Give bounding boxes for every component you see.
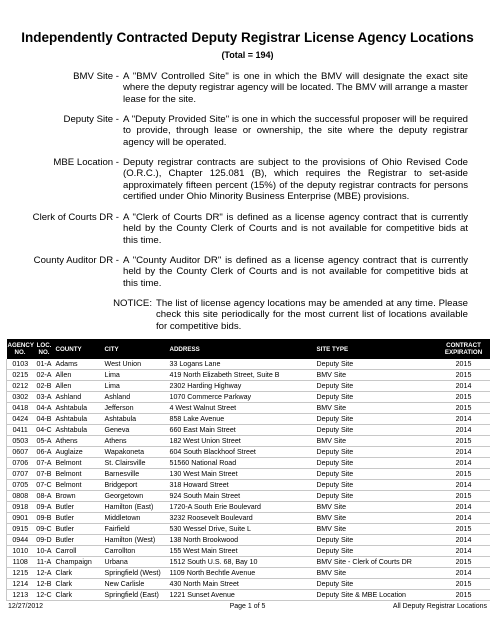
county-cell: Belmont	[55, 480, 104, 491]
expiration-cell: 2014	[438, 425, 490, 436]
expiration-cell: 2015	[438, 590, 490, 601]
city-cell: Hamilton (West)	[104, 535, 169, 546]
expiration-cell: 2014	[438, 546, 490, 557]
expiration-cell: 2014	[438, 535, 490, 546]
expiration-cell: 2014	[438, 414, 490, 425]
loc-no-cell: 11-A	[34, 557, 55, 568]
definition-term: NOTICE:	[113, 298, 152, 309]
agency-no-cell: 0212	[7, 381, 34, 392]
loc-no-cell: 01-A	[34, 359, 55, 370]
loc-no-cell: 05-A	[34, 436, 55, 447]
expiration-cell: 2014	[438, 568, 490, 579]
site-type-cell: Deputy Site	[316, 579, 438, 590]
loc-no-cell: 10-A	[34, 546, 55, 557]
county-cell: Belmont	[55, 469, 104, 480]
city-cell: Georgetown	[104, 491, 169, 502]
site-type-cell: BMV Site	[316, 524, 438, 535]
address-cell: 530 Wessel Drive, Suite L	[169, 524, 316, 535]
definition-text: Deputy registrar contracts are subject to the provisions of Ohio Revised Code (O.R.C.), Chapter 125.081 (B), which requires the Registrar to set-aside approximately fifteen percent (15%) of the deputy registrar contracts for persons certified under Ohio Minority Business Enterprise (MBE) provisions.	[123, 157, 468, 202]
county-cell: Brown	[55, 491, 104, 502]
loc-no-cell: 04-C	[34, 425, 55, 436]
address-cell: 182 West Union Street	[169, 436, 316, 447]
county-cell: Ashtabula	[55, 425, 104, 436]
expiration-cell: 2014	[438, 502, 490, 513]
agency-no-cell: 0808	[7, 491, 34, 502]
city-cell: Geneva	[104, 425, 169, 436]
loc-no-cell: 09-B	[34, 513, 55, 524]
city-cell: Hamilton (East)	[104, 502, 169, 513]
table-row	[7, 359, 490, 370]
county-cell: Ashland	[55, 392, 104, 403]
address-cell: 318 Howard Street	[169, 480, 316, 491]
loc-no-cell: 02-B	[34, 381, 55, 392]
table-row	[7, 535, 490, 546]
definition-text: A "BMV Controlled Site" is one in which the BMV will designate the exact site where the deputy registrar agency will be located. The BMV will arrange a master lease for the site.	[123, 71, 468, 105]
site-type-cell: BMV Site	[316, 568, 438, 579]
expiration-cell: 2014	[438, 447, 490, 458]
county-cell: Ashtabula	[55, 414, 104, 425]
loc-no-cell: 04-A	[34, 403, 55, 414]
agency-no-cell: 0215	[7, 370, 34, 381]
definition-term: BMV Site -	[73, 71, 119, 82]
city-cell: Barnesville	[104, 469, 169, 480]
definition-term: County Auditor DR -	[33, 255, 119, 266]
city-cell: Springfield (East)	[104, 590, 169, 601]
address-cell: 1109 North Bechtle Avenue	[169, 568, 316, 579]
table-row	[7, 403, 490, 414]
site-type-cell: BMV Site	[316, 502, 438, 513]
address-cell: 138 North Brookwood	[169, 535, 316, 546]
city-cell: St. Clairsville	[104, 458, 169, 469]
address-cell: 858 Lake Avenue	[169, 414, 316, 425]
table-row	[7, 546, 490, 557]
table-row	[7, 425, 490, 436]
expiration-cell: 2015	[438, 524, 490, 535]
site-type-cell: Deputy Site	[316, 447, 438, 458]
city-cell: Jefferson	[104, 403, 169, 414]
county-cell: Clark	[55, 579, 104, 590]
loc-no-cell: 09-C	[34, 524, 55, 535]
agency-no-cell: 0607	[7, 447, 34, 458]
expiration-cell: 2015	[438, 491, 490, 502]
table-row	[7, 414, 490, 425]
definition-term: Clerk of Courts DR -	[32, 212, 119, 223]
loc-no-cell: 12-A	[34, 568, 55, 579]
loc-no-cell: 06-A	[34, 447, 55, 458]
loc-no-cell: 03-A	[34, 392, 55, 403]
county-cell: Carroll	[55, 546, 104, 557]
loc-no-cell: 02-A	[34, 370, 55, 381]
agency-no-cell: 0302	[7, 392, 34, 403]
table-row	[7, 491, 490, 502]
table-row	[7, 381, 490, 392]
site-type-cell: Deputy Site	[316, 480, 438, 491]
agency-no-cell: 0411	[7, 425, 34, 436]
table-header-row	[7, 339, 490, 359]
site-type-cell: Deputy Site	[316, 359, 438, 370]
city-cell: Carrollton	[104, 546, 169, 557]
site-type-cell: BMV Site - Clerk of Courts DR	[316, 557, 438, 568]
expiration-cell: 2015	[438, 557, 490, 568]
expiration-cell: 2015	[438, 469, 490, 480]
loc-no-cell: 08-A	[34, 491, 55, 502]
site-type-cell: Deputy Site	[316, 425, 438, 436]
expiration-cell: 2014	[438, 480, 490, 491]
address-cell: 1221 Sunset Avenue	[169, 590, 316, 601]
definition-text: A "Deputy Provided Site" is one in which the successful proposer will be required to provide, through lease or ownership, the site where the deputy registrar agency will be operated.	[123, 114, 468, 148]
agency-no-cell: 1215	[7, 568, 34, 579]
county-cell: Champaign	[55, 557, 104, 568]
loc-no-cell: 07-C	[34, 480, 55, 491]
agency-no-cell: 0901	[7, 513, 34, 524]
city-cell: Lima	[104, 381, 169, 392]
table-row	[7, 557, 490, 568]
site-type-cell: BMV Site	[316, 436, 438, 447]
loc-no-cell: 07-A	[34, 458, 55, 469]
address-cell: 33 Logans Lane	[169, 359, 316, 370]
site-type-cell: BMV Site	[316, 513, 438, 524]
city-cell: West Union	[104, 359, 169, 370]
table-row	[7, 590, 490, 601]
table-row	[7, 447, 490, 458]
expiration-cell: 2015	[438, 579, 490, 590]
agency-no-cell: 0103	[7, 359, 34, 370]
county-cell: Butler	[55, 502, 104, 513]
definition-term: Deputy Site -	[63, 114, 119, 125]
expiration-cell: 2015	[438, 359, 490, 370]
expiration-cell: 2014	[438, 381, 490, 392]
agency-no-cell: 0418	[7, 403, 34, 414]
site-type-cell: Deputy Site	[316, 414, 438, 425]
address-cell: 660 East Main Street	[169, 425, 316, 436]
address-cell: 1720-A South Erie Boulevard	[169, 502, 316, 513]
address-cell: 924 South Main Street	[169, 491, 316, 502]
footer-page-number: Page 1 of 5	[229, 603, 266, 610]
table-row	[7, 524, 490, 535]
city-cell: New Carlisle	[104, 579, 169, 590]
table-row	[7, 579, 490, 590]
address-cell: 604 South Blackhoof Street	[169, 447, 316, 458]
agency-no-cell: 0944	[7, 535, 34, 546]
address-cell: 1070 Commerce Parkway	[169, 392, 316, 403]
city-cell: Athens	[104, 436, 169, 447]
site-type-cell: Deputy Site	[316, 458, 438, 469]
city-cell: Middletown	[104, 513, 169, 524]
definition-text: A "County Auditor DR" is defined as a license agency contract that is currently held by the County Clerk of Courts and is not available for competitive bids at this time.	[123, 255, 468, 289]
city-cell: Urbana	[104, 557, 169, 568]
footer-label: All Deputy Registrar Locations	[392, 603, 487, 610]
address-cell: 51560 National Road	[169, 458, 316, 469]
city-cell: Wapakoneta	[104, 447, 169, 458]
header-site-type: SITE TYPE	[316, 339, 438, 359]
city-cell: Bridgeport	[104, 480, 169, 491]
expiration-cell: 2015	[438, 370, 490, 381]
table-row	[7, 469, 490, 480]
city-cell: Lima	[104, 370, 169, 381]
loc-no-cell: 07-B	[34, 469, 55, 480]
site-type-cell: Deputy Site	[316, 546, 438, 557]
agency-no-cell: 1108	[7, 557, 34, 568]
county-cell: Butler	[55, 535, 104, 546]
site-type-cell: Deputy Site	[316, 469, 438, 480]
header-city: CITY	[104, 339, 169, 359]
table-row	[7, 392, 490, 403]
table-row	[7, 568, 490, 579]
site-type-cell: BMV Site	[316, 370, 438, 381]
address-cell: 3232 Roosevelt Boulevard	[169, 513, 316, 524]
table-row	[7, 502, 490, 513]
agency-no-cell: 1213	[7, 590, 34, 601]
loc-no-cell: 12-C	[34, 590, 55, 601]
county-cell: Athens	[55, 436, 104, 447]
address-cell: 1512 South U.S. 68, Bay 10	[169, 557, 316, 568]
address-cell: 130 West Main Street	[169, 469, 316, 480]
table-row	[7, 513, 490, 524]
header-county: COUNTY	[55, 339, 104, 359]
agency-no-cell: 0707	[7, 469, 34, 480]
site-type-cell: BMV Site	[316, 403, 438, 414]
address-cell: 2302 Harding Highway	[169, 381, 316, 392]
county-cell: Butler	[55, 524, 104, 535]
address-cell: 419 North Elizabeth Street, Suite B	[169, 370, 316, 381]
expiration-cell: 2015	[438, 403, 490, 414]
county-cell: Clark	[55, 568, 104, 579]
loc-no-cell: 09-D	[34, 535, 55, 546]
header-address: ADDRESS	[169, 339, 316, 359]
agency-no-cell: 0706	[7, 458, 34, 469]
county-cell: Belmont	[55, 458, 104, 469]
agency-no-cell: 0915	[7, 524, 34, 535]
address-cell: 155 West Main Street	[169, 546, 316, 557]
city-cell: Ashtabula	[104, 414, 169, 425]
definition-term: MBE Location -	[53, 157, 119, 168]
loc-no-cell: 12-B	[34, 579, 55, 590]
agency-no-cell: 1214	[7, 579, 34, 590]
table-row	[7, 480, 490, 491]
expiration-cell: 2014	[438, 513, 490, 524]
county-cell: Adams	[55, 359, 104, 370]
total-count: (Total = 194)	[221, 50, 274, 60]
county-cell: Ashtabula	[55, 403, 104, 414]
site-type-cell: Deputy Site & MBE Location	[316, 590, 438, 601]
county-cell: Auglaize	[55, 447, 104, 458]
expiration-cell: 2015	[438, 392, 490, 403]
loc-no-cell: 09-A	[34, 502, 55, 513]
city-cell: Ashland	[104, 392, 169, 403]
address-cell: 4 West Walnut Street	[169, 403, 316, 414]
city-cell: Fairfield	[104, 524, 169, 535]
county-cell: Allen	[55, 370, 104, 381]
document-title: Independently Contracted Deputy Registrar License Agency Locations	[21, 30, 474, 45]
header-contract-expiration: CONTRACT EXPIRATION	[438, 339, 490, 359]
agency-no-cell: 1010	[7, 546, 34, 557]
county-cell: Butler	[55, 513, 104, 524]
agency-no-cell: 0424	[7, 414, 34, 425]
expiration-cell: 2014	[438, 458, 490, 469]
agency-no-cell: 0705	[7, 480, 34, 491]
county-cell: Clark	[55, 590, 104, 601]
agency-no-cell: 0503	[7, 436, 34, 447]
site-type-cell: Deputy Site	[316, 491, 438, 502]
site-type-cell: Deputy Site	[316, 535, 438, 546]
city-cell: Springfield (West)	[104, 568, 169, 579]
table-row	[7, 458, 490, 469]
loc-no-cell: 04-B	[34, 414, 55, 425]
locations-table	[6, 339, 490, 601]
site-type-cell: Deputy Site	[316, 381, 438, 392]
expiration-cell: 2015	[438, 436, 490, 447]
header-agency-no: AGENCY NO.	[7, 339, 34, 359]
definition-text: The list of license agency locations may be amended at any time. Please check this site periodically for the most current list of locations available for competitive bids.	[156, 298, 468, 332]
address-cell: 430 North Main Street	[169, 579, 316, 590]
table-row	[7, 436, 490, 447]
footer-date: 12/27/2012	[8, 603, 44, 610]
county-cell: Allen	[55, 381, 104, 392]
agency-no-cell: 0918	[7, 502, 34, 513]
definition-text: A "Clerk of Courts DR" is defined as a license agency contract that is currently held by the County Clerk of Courts and is not available for competitive bids at this time.	[123, 212, 468, 246]
table-row	[7, 370, 490, 381]
site-type-cell: Deputy Site	[316, 392, 438, 403]
header-loc-no: LOC. NO.	[34, 339, 55, 359]
